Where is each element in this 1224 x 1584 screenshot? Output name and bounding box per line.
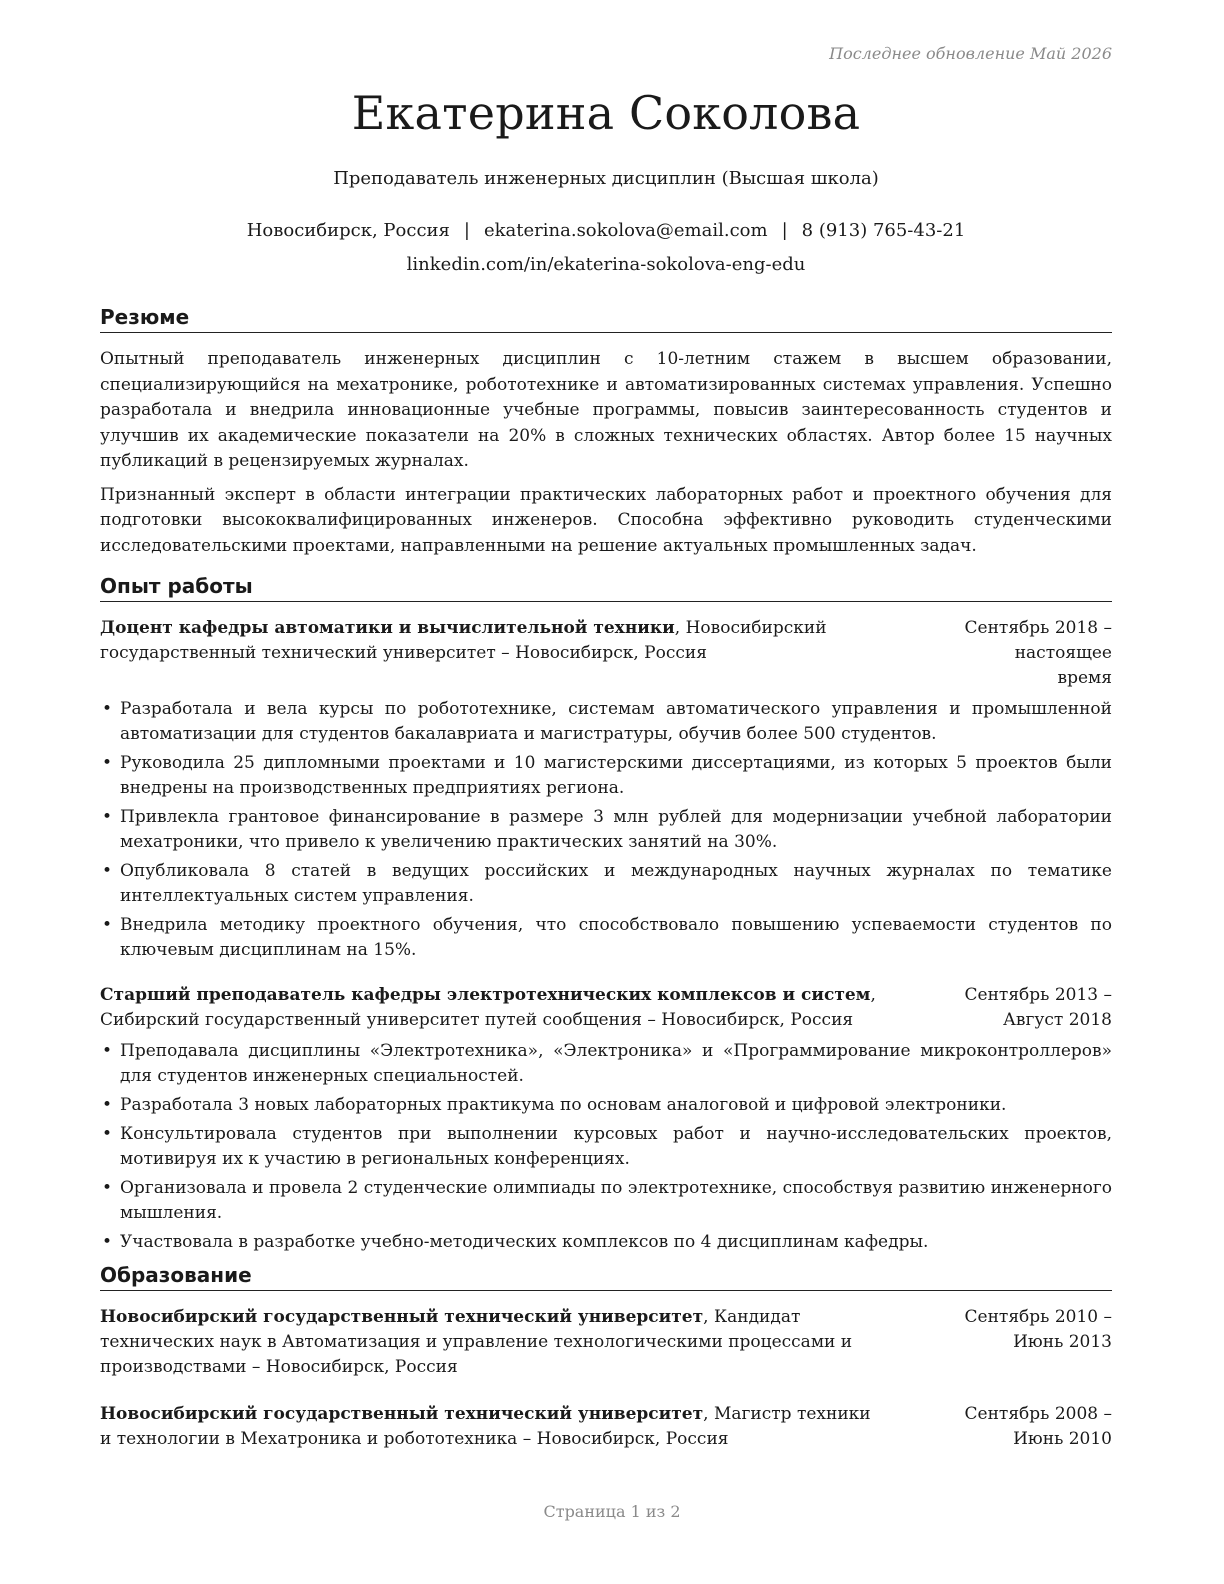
summary-section — [100, 304, 1112, 559]
job-entry — [100, 983, 1112, 1255]
job-dates: Сентябрь 2018 – настоящее время — [964, 618, 1112, 688]
contact-line — [100, 220, 1112, 241]
education-details: , Кандидат технических наук в Автоматизация и управление технологическими процессами и производствами – Новосибирск, Россия — [100, 1307, 853, 1377]
summary-paragraph: Опытный преподаватель инженерных дисциплин с 10-летним стажем в высшем образовании, специализирующийся на мехатронике, робототехнике и автоматизированных системах управления. Успешно разработала и внедрила инновационные учебные программы, повысив заинтересованность студентов и улучшив их академические показатели на 20% в сложных технических областях. Автор более 15 научных публикаций в рецензируемых журналах. — [100, 349, 1112, 471]
contact-location: Новосибирск, Россия — [246, 220, 450, 241]
education-institution: Новосибирский государственный технический университет — [100, 1307, 704, 1327]
job-bullets — [100, 697, 1112, 963]
job-subtitle: Преподаватель инженерных дисциплин (Высшая школа) — [333, 168, 879, 189]
list-item: • Руководила 25 дипломными проектами и 10 магистерскими диссертациями, из которых 5 проектов были внедрены на производственных предприятиях региона. — [100, 751, 1112, 801]
job-organization: , Сибирский государственный университет путей сообщения – Новосибирск, Россия — [100, 985, 876, 1030]
list-item: • Опубликовала 8 статей в ведущих российских и международных научных журналах по тематике интеллектуальных систем управления. — [100, 859, 1112, 909]
job-entry — [100, 616, 1112, 963]
education-dates: Сентябрь 2008 – Июнь 2010 — [964, 1404, 1112, 1449]
education-title: Образование — [100, 1262, 1112, 1291]
list-item: • Консультировала студентов при выполнении курсовых работ и научно-исследовательских проектов, мотивируя их к участию в региональных конференциях. — [100, 1122, 1112, 1172]
education-institution: Новосибирский государственный технический университет — [100, 1404, 704, 1424]
linkedin-link[interactable]: linkedin.com/in/ekaterina-sokolova-eng-edu — [406, 254, 806, 275]
experience-section — [100, 573, 1112, 1259]
education-dates: Сентябрь 2010 – Июнь 2013 — [964, 1307, 1112, 1352]
list-item: • Разработала и вела курсы по робототехнике, системам автоматического управления и промышленной автоматизации для студентов бакалавриата и магистратуры, обучив более 500 студентов. — [100, 697, 1112, 747]
person-name: Екатерина Соколова — [351, 86, 861, 140]
job-dates: Сентябрь 2013 – Август 2018 — [964, 985, 1112, 1030]
experience-title: Опыт работы — [100, 573, 1112, 602]
page-number: Страница 1 из 2 — [543, 1502, 681, 1521]
job-position: Доцент кафедры автоматики и вычислительной техники — [100, 618, 675, 638]
education-entry — [100, 1402, 1112, 1452]
job-bullets — [100, 1039, 1112, 1255]
education-details: , Магистр техники и технологии в Мехатроника и робототехника – Новосибирск, Россия — [100, 1404, 871, 1449]
education-entry — [100, 1305, 1112, 1380]
summary-paragraph: Признанный эксперт в области интеграции практических лабораторных работ и проектного обучения для подготовки высококвалифицированных инженеров. Способна эффективно руководить студенческими исследовательскими проектами, направленными на решение актуальных промышленных задач. — [100, 484, 1112, 556]
list-item: • Преподавала дисциплины «Электротехника», «Электроника» и «Программирование микроконтроллеров» для студентов инженерных специальностей. — [100, 1039, 1112, 1089]
contact-separator: | — [463, 220, 470, 241]
list-item: • Разработала 3 новых лабораторных практикума по основам аналоговой и цифровой электроники. — [100, 1093, 1112, 1118]
job-position: Старший преподаватель кафедры электротехнических комплексов и систем — [100, 985, 871, 1005]
list-item: • Организовала и провела 2 студенческие олимпиады по электротехнике, способствуя развитию инженерного мышления. — [100, 1176, 1112, 1226]
list-item: • Внедрила методику проектного обучения, что способствовало повышению успеваемости студентов по ключевым дисциплинам на 15%. — [100, 913, 1112, 963]
contact-phone: 8 (913) 765-43-21 — [801, 220, 966, 241]
job-header — [100, 616, 1112, 691]
contact-separator: | — [781, 220, 788, 241]
summary-title: Резюме — [100, 304, 1112, 333]
contact-email[interactable]: ekaterina.sokolova@email.com — [483, 220, 768, 241]
list-item: • Участвовала в разработке учебно-методических комплексов по 4 дисциплинам кафедры. — [100, 1230, 1112, 1255]
job-header — [100, 983, 1112, 1033]
list-item: • Привлекла грантовое финансирование в размере 3 млн рублей для модернизации учебной лаборатории мехатроники, что привело к увеличению практических занятий на 30%. — [100, 805, 1112, 855]
job-organization: , Новосибирский государственный технический университет – Новосибирск, Россия — [100, 618, 827, 663]
last-updated: Последнее обновление Май 2026 — [829, 44, 1112, 63]
education-section — [100, 1262, 1112, 1452]
